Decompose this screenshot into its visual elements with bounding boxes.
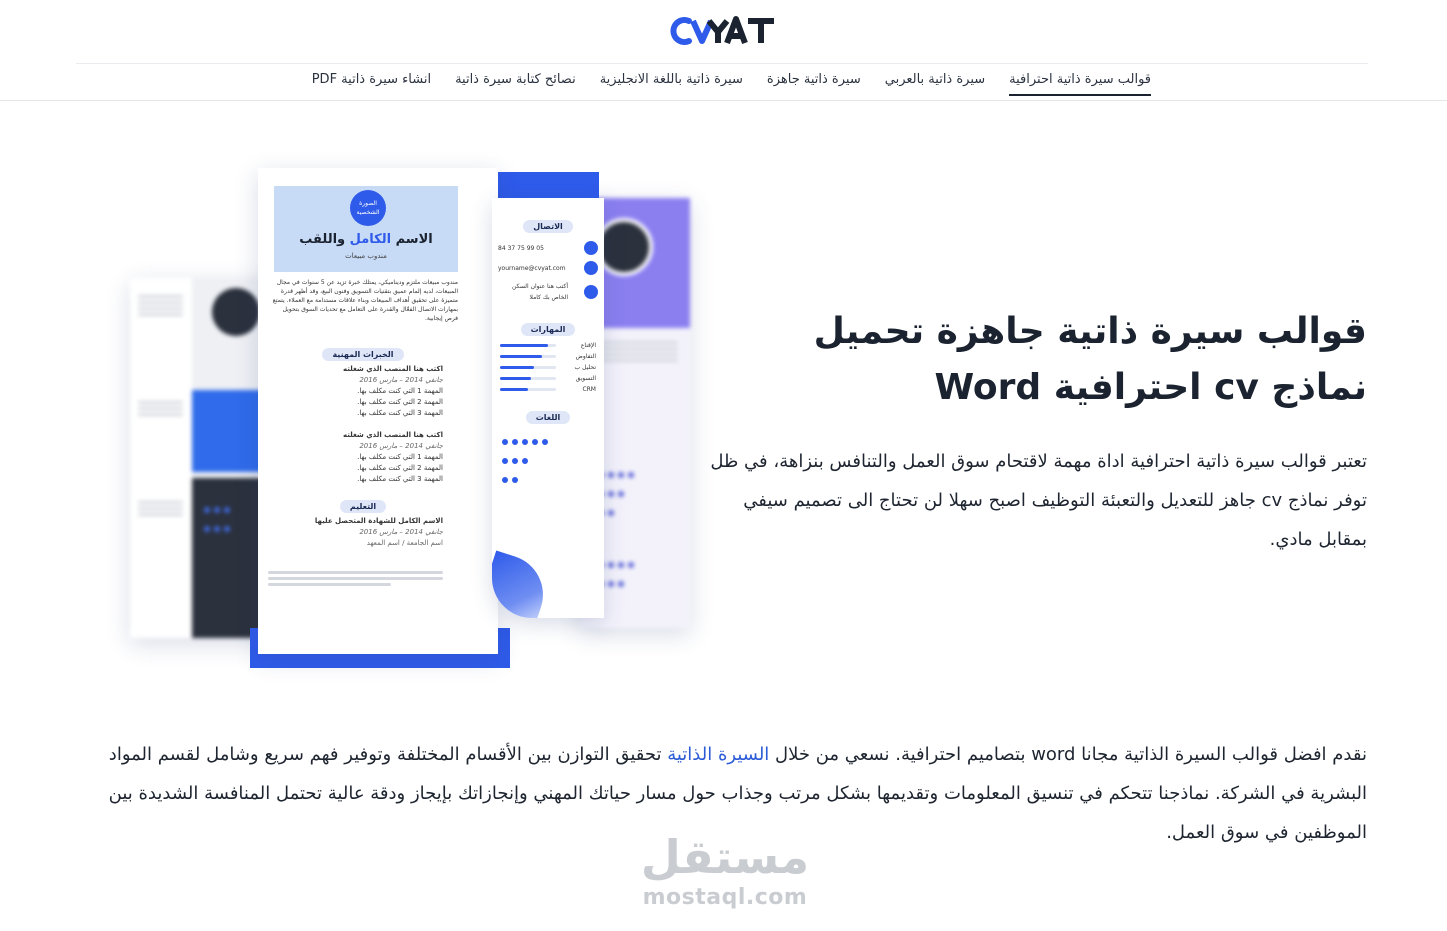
hero-title: قوالب سيرة ذاتية جاهزة تحميل نماذج cv احترافية Word [813, 311, 1367, 408]
skill-bar-fill [500, 355, 542, 358]
site-logo[interactable] [0, 12, 1447, 54]
languages-dots [500, 430, 596, 487]
contact-heading: الاتصال [523, 220, 573, 233]
skill-bar-fill [500, 377, 531, 380]
resume-job-title: مندوب مبيعات [345, 252, 387, 260]
intro-paragraph: نقدم افضل قوالب السيرة الذاتية مجانا word بتصاميم احترافية. نسعي من خلال السيرة الذاتية تحقيق التوازن بين الأقسام المختلفة وتوفير فهم سريع وشامل لقسم المواد البشرية في الشركة. نماذجنا تتحكم في تنسيق المعلومات وتقديمها بشكل مرتب وجذاب حول مسار حياتك المهني وإنجازاتك بإيجاز ودقة عالية تحتمل المنافسة الشديدة بين الموظفين في سوق العمل. [108, 744, 1367, 843]
nav-item-ready-cv[interactable]: سيرة ذاتية جاهزة [766, 72, 861, 87]
photo-placeholder: الصورة الشخصية [350, 190, 386, 226]
template-card-main [258, 168, 498, 654]
skill-row [500, 386, 596, 393]
email-icon [584, 261, 598, 275]
nav-item-cv-tips[interactable]: نصائح كتابة سيرة ذاتية [455, 72, 576, 87]
cvyat-logo-icon [669, 12, 779, 50]
skill-bar-fill [500, 344, 548, 347]
nav-item-professional-templates[interactable]: قوالب سيرة ذاتية احترافية [1009, 72, 1151, 96]
skill-bar [500, 344, 556, 347]
experience-heading: الخبرات المهنية [322, 348, 403, 361]
resume-templates-illustration [100, 168, 720, 678]
skill-bar [500, 366, 556, 369]
skill-row [500, 342, 596, 349]
skill-bar [500, 377, 556, 380]
skill-label: التسويق [575, 375, 596, 382]
mostaql-watermark [630, 828, 820, 910]
watermark-latin: mostaql.com [642, 885, 808, 910]
template-card-curled [492, 198, 604, 618]
resume-name: الاسم الكامل واللقب [299, 232, 433, 247]
skill-label: CRM [582, 386, 596, 393]
education-entry: الاسم الكامل للشهادة المتحصل عليها جانفي 2014 – مارس 2016 اسم الجامعة / اسم المعهد [314, 517, 443, 547]
skill-row [500, 375, 596, 382]
nav-item-english-cv[interactable]: سيرة ذاتية باللغة الانجليزية [599, 72, 743, 87]
cv-link[interactable]: السيرة الذاتية [667, 744, 770, 765]
skill-bar [500, 355, 556, 358]
skill-row [500, 364, 596, 371]
location-icon [584, 285, 598, 299]
languages-heading: اللغات [526, 411, 571, 424]
skill-label: تحليل ب [574, 364, 596, 371]
watermark-arabic: مستقل [640, 830, 810, 884]
skill-label: التفاوض [575, 353, 596, 360]
page-curl [492, 550, 553, 618]
contact-details: 05 99 75 37 84 yourname@cvyat.com أكتب هنا عنوان السكن الخاص بك كاملا [498, 241, 598, 303]
skills-list [500, 342, 596, 393]
skill-label: الإقناع [580, 342, 596, 349]
skill-bar-fill [500, 388, 528, 391]
phone-icon [584, 241, 598, 255]
hero-description: تعتبر قوالب سيرة ذاتية احترافية اداة مهمة لاقتحام سوق العمل والتنافس بنزاهة، في ظل توفر نماذج cv جاهز للتعديل والتعبئة التوظيف اصبح سهلا لن تحتاج الى تصميم سيفي بمقابل مادي. [710, 451, 1367, 550]
resume-summary: مندوب مبيعات ملتزم وديناميكي، يمتلك خبرة تزيد عن 5 سنوات في مجال المبيعات، لديه إلمام عميق بتقنيات التسويق وفنون البيع، وقد أظهر قدرة متميزة على تحقيق أهداف المبيعات وبناء علاقات مستدامة مع العملاء. يتمتع بمهارات الاتصال الفعّال والقدرة على التعامل مع تحديات السوق بتحويل فرص إيجابية. [272, 279, 458, 322]
skill-bar [500, 388, 556, 391]
education-heading: التعليم [340, 500, 386, 513]
main-nav [0, 64, 1447, 101]
skills-heading: المهارات [521, 323, 576, 336]
nav-item-arabic-cv[interactable]: سيرة ذاتية بالعربي [884, 72, 986, 87]
skill-row [500, 353, 596, 360]
skill-bar-fill [500, 366, 534, 369]
job-2: اكتب هنا المنصب الذي شغلته جانفي 2014 – مارس 2016 المهمة 1 التي كنت مكلف بها. المهمة 2 التي كنت مكلف بها. المهمة 3 التي كنت مكلف بها. [343, 431, 443, 483]
nav-item-create-pdf[interactable]: انشاء سيرة ذاتية PDF [311, 72, 432, 87]
job-1: اكتب هنا المنصب الذي شغلته جانفي 2014 – مارس 2016 المهمة 1 التي كنت مكلف بها. المهمة 2 التي كنت مكلف بها. المهمة 3 التي كنت مكلف بها. [343, 365, 443, 417]
